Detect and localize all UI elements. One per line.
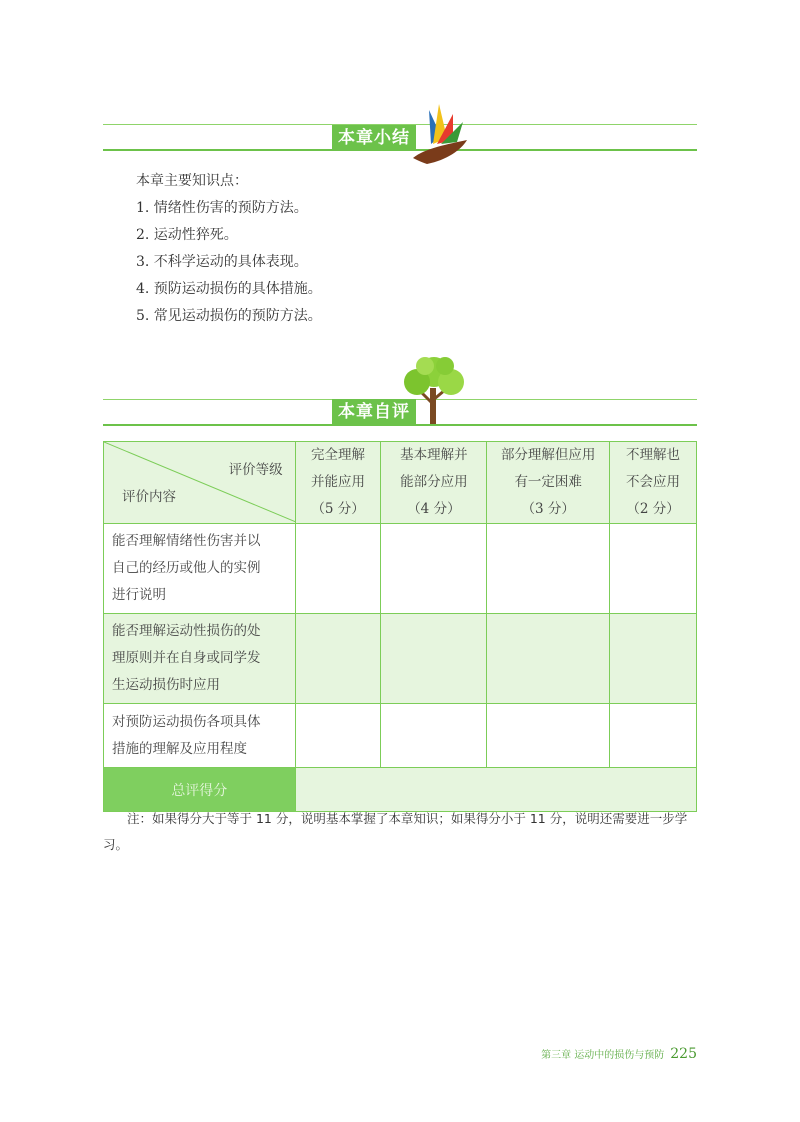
level-header-cell — [610, 442, 697, 524]
page-footer — [541, 1046, 697, 1062]
level-header-cell — [295, 442, 381, 524]
summary-point: 1. 情绪性伤害的预防方法。 — [136, 200, 308, 216]
summary-point: 5. 常见运动损伤的预防方法。 — [136, 308, 322, 324]
level-score: （2 分） — [626, 501, 680, 517]
content-line: 理原则并在自身或同学发 — [112, 650, 261, 666]
tree-icon — [399, 354, 469, 426]
score-cell[interactable] — [610, 614, 697, 704]
content-cell — [104, 614, 296, 704]
content-line: 自己的经历或他人的实例 — [112, 560, 261, 576]
page-number: 225 — [670, 1046, 697, 1062]
evaluation-section-header — [103, 352, 697, 427]
footer-chapter-title: 第三章 运动中的损伤与预防 — [541, 1050, 665, 1061]
content-axis-label: 评价内容 — [122, 489, 176, 505]
score-cell[interactable] — [295, 704, 381, 768]
score-cell[interactable] — [381, 614, 487, 704]
level-header-cell — [381, 442, 487, 524]
note-text: 注：如果得分大于等于 11 分，说明基本掌握了本章知识；如果得分小于 11 分，说明还需要进一步学习。 — [103, 811, 688, 852]
level-label: 部分理解但应用 — [500, 447, 596, 463]
evaluation-table — [103, 441, 697, 812]
content-line: 能否理解情绪性伤害并以 — [112, 533, 261, 549]
level-score: （3 分） — [521, 501, 575, 517]
level-label: 能部分应用 — [400, 474, 468, 490]
table-row — [104, 704, 697, 768]
content-line: 生运动损伤时应用 — [112, 677, 220, 693]
content-line: 能否理解运动性损伤的处 — [112, 623, 261, 639]
diagonal-header-cell — [104, 442, 296, 524]
evaluation-heading: 本章自评 — [332, 399, 416, 425]
level-score: （4 分） — [407, 501, 461, 517]
level-score: （5 分） — [311, 501, 365, 517]
summary-point: 4. 预防运动损伤的具体措施。 — [136, 281, 322, 297]
score-cell[interactable] — [487, 704, 610, 768]
table-row — [104, 524, 697, 614]
score-cell[interactable] — [487, 524, 610, 614]
score-cell[interactable] — [610, 524, 697, 614]
level-header-cell — [487, 442, 610, 524]
score-cell[interactable] — [610, 704, 697, 768]
score-cell[interactable] — [487, 614, 610, 704]
score-cell[interactable] — [295, 524, 381, 614]
score-cell[interactable] — [381, 524, 487, 614]
diagonal-line — [104, 442, 296, 522]
table-row — [104, 614, 697, 704]
level-axis-label: 评价等级 — [228, 462, 283, 478]
summary-section-header — [103, 100, 697, 152]
content-cell — [104, 704, 296, 768]
level-label: 并能应用 — [311, 474, 366, 490]
total-score-label: 总评得分 — [104, 768, 296, 812]
content-cell — [104, 524, 296, 614]
level-label: 基本理解并 — [400, 447, 468, 463]
level-label: 不理解也 — [626, 447, 681, 463]
score-cell[interactable] — [381, 704, 487, 768]
total-score-cell[interactable] — [295, 768, 696, 812]
summary-point: 3. 不科学运动的具体表现。 — [136, 254, 308, 270]
summary-point: 2. 运动性猝死。 — [136, 227, 238, 243]
table-header-row — [104, 442, 697, 524]
level-label: 不会应用 — [626, 474, 681, 490]
hand-sail-logo-icon — [411, 100, 471, 168]
content-line: 对预防运动损伤各项具体 — [112, 713, 261, 730]
level-label: 完全理解 — [311, 447, 366, 463]
summary-content — [136, 168, 322, 330]
summary-heading: 本章小结 — [332, 125, 416, 151]
content-line: 措施的理解及应用程度 — [112, 740, 247, 757]
total-row — [104, 768, 697, 812]
content-line: 进行说明 — [112, 587, 166, 603]
score-cell[interactable] — [295, 614, 381, 704]
level-label: 有一定困难 — [514, 474, 582, 490]
summary-intro: 本章主要知识点： — [136, 173, 248, 189]
